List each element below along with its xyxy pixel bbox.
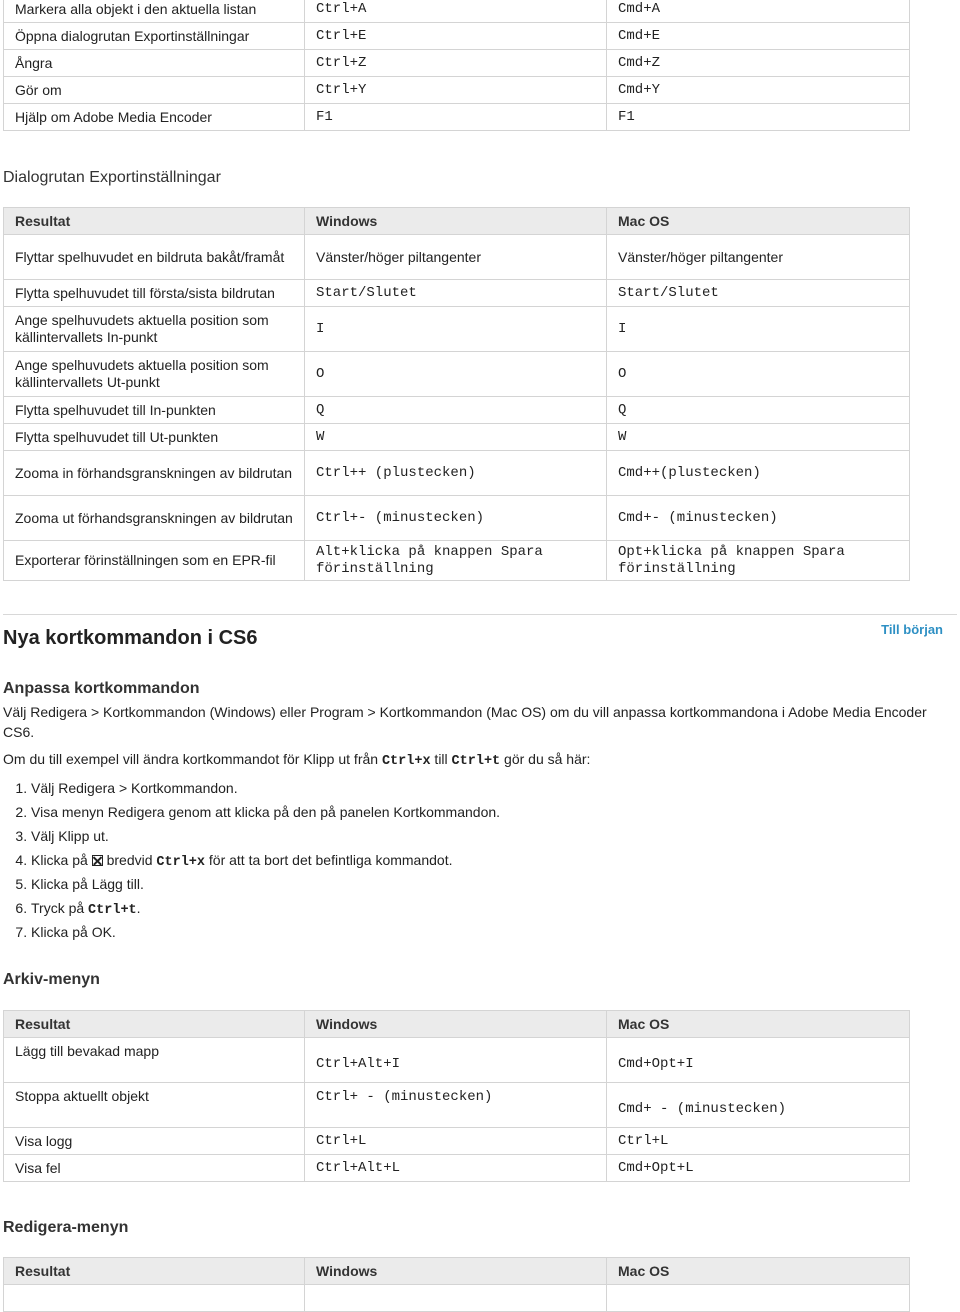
table-row [4, 1038, 910, 1083]
step-text: Välj Redigera > Kortkommandon. [31, 780, 238, 796]
action-cell: Markera alla objekt i den aktuella listan [4, 0, 305, 23]
column-header-result: Resultat [4, 208, 305, 235]
step-text: Klicka på [31, 852, 92, 868]
delete-x-icon [92, 855, 103, 866]
table-row [4, 1083, 910, 1128]
table-header-row [4, 208, 910, 235]
table-row [4, 104, 910, 131]
step-text: Visa menyn Redigera genom att klicka på den på panelen Kortkommandon. [31, 804, 501, 820]
table-row [4, 397, 910, 424]
list-item [31, 848, 500, 872]
windows-shortcut-cell: Ctrl+- (minustecken) [305, 496, 607, 541]
mac-shortcut-cell: Vänster/höger piltangenter [607, 235, 910, 280]
file-menu-shortcuts-table [3, 1010, 910, 1182]
step-text: . [136, 900, 141, 916]
windows-shortcut-cell: I [305, 307, 607, 352]
edit-menu-shortcuts-table [3, 1257, 910, 1312]
table-row [4, 23, 910, 50]
windows-shortcut-cell [305, 1285, 607, 1312]
mac-shortcut-cell: Cmd+E [607, 23, 910, 50]
column-header-macos: Mac OS [607, 1011, 910, 1038]
list-item [31, 896, 500, 920]
table-row [4, 451, 910, 496]
mac-shortcut-cell: Cmd++(plustecken) [607, 451, 910, 496]
inline-code: Ctrl+t [88, 903, 137, 918]
action-cell: Exporterar förinställningen som en EPR-fil [4, 541, 305, 581]
mac-shortcut-cell: I [607, 307, 910, 352]
intro-paragraph: Välj Redigera > Kortkommandon (Windows) eller Program > Kortkommandon (Mac OS) om du vill anpassa kortkommandona i Adobe Media Encoder CS6. [3, 704, 927, 740]
table-row [4, 1155, 910, 1182]
column-header-result: Resultat [4, 1011, 305, 1038]
action-cell: Visa logg [4, 1128, 305, 1155]
windows-shortcut-cell: Start/Slutet [305, 280, 607, 307]
action-cell: Öppna dialogrutan Exportinställningar [4, 23, 305, 50]
step-text: Tryck på [31, 900, 89, 916]
action-cell: Lägg till bevakad mapp [4, 1038, 305, 1083]
column-header-macos: Mac OS [607, 208, 910, 235]
action-cell: Flytta spelhuvudet till första/sista bildrutan [4, 280, 305, 307]
action-cell: Zooma ut förhandsgranskningen av bildrutan [4, 496, 305, 541]
windows-shortcut-cell: Ctrl+Alt+L [305, 1155, 607, 1182]
action-cell: Zooma in förhandsgranskningen av bildrutan [4, 451, 305, 496]
cs6-section-title: Nya kortkommandon i CS6 [3, 627, 258, 649]
column-header-windows: Windows [305, 1011, 607, 1038]
action-cell [4, 1285, 305, 1312]
action-cell: Gör om [4, 77, 305, 104]
windows-shortcut-cell: Ctrl+Alt+I [305, 1038, 607, 1083]
table-row [4, 77, 910, 104]
list-item [31, 920, 500, 944]
text-span: gör du så här: [500, 751, 591, 767]
windows-shortcut-cell: Alt+klicka på knappen Spara förinställning [305, 541, 607, 581]
step-text: Klicka på OK. [31, 924, 116, 940]
inline-code: Ctrl+x [381, 754, 431, 769]
action-cell: Ångra [4, 50, 305, 77]
edit-menu-heading: Redigera-menyn [3, 1219, 129, 1236]
mac-shortcut-cell: Opt+klicka på knappen Spara förinställning [607, 541, 910, 581]
table-row [4, 235, 910, 280]
text-span: till [430, 751, 452, 767]
action-cell: Flyttar spelhuvudet en bildruta bakåt/framåt [4, 235, 305, 280]
mac-shortcut-cell: O [607, 352, 910, 397]
table-row [4, 0, 910, 23]
windows-shortcut-cell: Ctrl+ - (minustecken) [305, 1083, 607, 1128]
step-text: för att ta bort det befintliga kommandot. [205, 852, 453, 868]
table-header-row [4, 1258, 910, 1285]
list-item [31, 872, 500, 896]
action-cell: Ange spelhuvudets aktuella position som källintervallets Ut-punkt [4, 352, 305, 397]
table-row [4, 352, 910, 397]
mac-shortcut-cell: Cmd+Y [607, 77, 910, 104]
windows-shortcut-cell: Ctrl+E [305, 23, 607, 50]
windows-shortcut-cell: Ctrl+A [305, 0, 607, 23]
step-text: Välj Klipp ut. [31, 828, 109, 844]
column-header-windows: Windows [305, 208, 607, 235]
mac-shortcut-cell: Q [607, 397, 910, 424]
inline-code: Ctrl+t [451, 754, 501, 769]
list-item [31, 800, 500, 824]
step-text: bredvid [102, 852, 157, 868]
mac-shortcut-cell: Start/Slutet [607, 280, 910, 307]
general-shortcuts-table [3, 0, 910, 131]
export-dialog-heading: Dialogrutan Exportinställningar [3, 169, 221, 186]
inline-code: Ctrl+x [156, 855, 206, 870]
mac-shortcut-cell: Cmd+Z [607, 50, 910, 77]
table-row [4, 1128, 910, 1155]
mac-shortcut-cell: Ctrl+L [607, 1128, 910, 1155]
table-row [4, 541, 910, 581]
table-header-row [4, 1011, 910, 1038]
export-dialog-shortcuts-table [3, 207, 910, 581]
example-paragraph [3, 749, 933, 772]
mac-shortcut-cell: W [607, 424, 910, 451]
windows-shortcut-cell: W [305, 424, 607, 451]
windows-shortcut-cell: Ctrl+Y [305, 77, 607, 104]
action-cell: Flytta spelhuvudet till Ut-punkten [4, 424, 305, 451]
action-cell: Visa fel [4, 1155, 305, 1182]
windows-shortcut-cell: Vänster/höger piltangenter [305, 235, 607, 280]
step-text: Klicka på Lägg till. [31, 876, 144, 892]
list-item [31, 824, 500, 848]
action-cell: Flytta spelhuvudet till In-punkten [4, 397, 305, 424]
text-span: Om du till exempel vill ändra kortkommandot för Klipp ut från [3, 751, 382, 767]
section-divider [3, 614, 957, 615]
action-cell: Stoppa aktuellt objekt [4, 1083, 305, 1128]
action-cell: Hjälp om Adobe Media Encoder [4, 104, 305, 131]
table-row [4, 280, 910, 307]
table-row [4, 424, 910, 451]
mac-shortcut-cell: Cmd+- (minustecken) [607, 496, 910, 541]
customize-shortcuts-heading: Anpassa kortkommandon [3, 680, 200, 697]
file-menu-heading: Arkiv-menyn [3, 971, 100, 988]
windows-shortcut-cell: Ctrl++ (plustecken) [305, 451, 607, 496]
list-item [31, 776, 500, 800]
mac-shortcut-cell: Cmd+Opt+L [607, 1155, 910, 1182]
table-row [4, 496, 910, 541]
mac-shortcut-cell: F1 [607, 104, 910, 131]
windows-shortcut-cell: Q [305, 397, 607, 424]
column-header-windows: Windows [305, 1258, 607, 1285]
table-row [4, 307, 910, 352]
windows-shortcut-cell: O [305, 352, 607, 397]
mac-shortcut-cell [607, 1285, 910, 1312]
table-row [4, 1285, 910, 1312]
back-to-top-link[interactable]: Till början [881, 622, 943, 637]
steps-list [3, 776, 500, 944]
column-header-macos: Mac OS [607, 1258, 910, 1285]
action-cell: Ange spelhuvudets aktuella position som källintervallets In-punkt [4, 307, 305, 352]
windows-shortcut-cell: Ctrl+L [305, 1128, 607, 1155]
mac-shortcut-cell: Cmd+A [607, 0, 910, 23]
table-row [4, 50, 910, 77]
mac-shortcut-cell: Cmd+Opt+I [607, 1038, 910, 1083]
mac-shortcut-cell: Cmd+ - (minustecken) [607, 1083, 910, 1128]
windows-shortcut-cell: F1 [305, 104, 607, 131]
windows-shortcut-cell: Ctrl+Z [305, 50, 607, 77]
column-header-result: Resultat [4, 1258, 305, 1285]
